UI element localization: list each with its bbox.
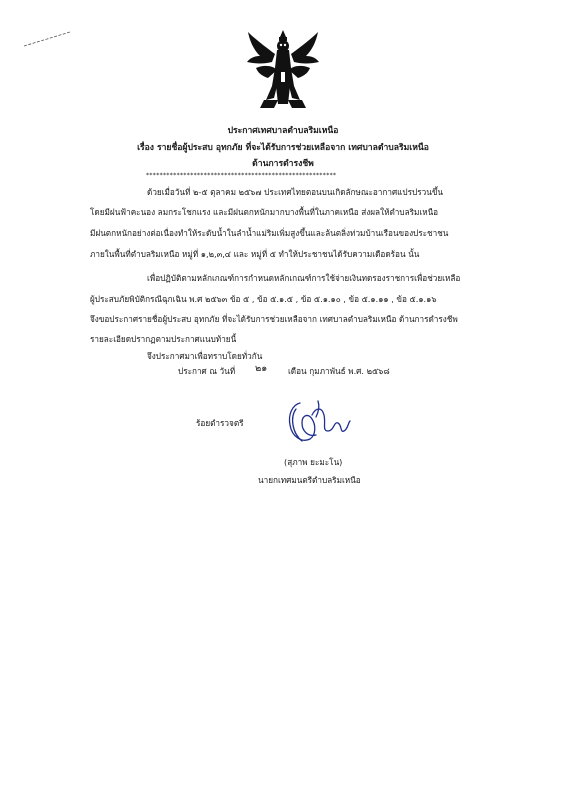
paragraph2-line-4: รายละเอียดปรากฏตามประกาศแนบท้ายนี้: [90, 334, 237, 344]
announce-statement: จึงประกาศมาเพื่อทราบโดยทั่วกัน: [147, 351, 263, 361]
date-day-handwritten: ๒๑: [255, 363, 268, 374]
signer-position: นายกเทศมนตรีตำบลริมเหนือ: [258, 475, 361, 485]
paragraph2-line-3: จึงขอประกาศรายชื่อผู้ประสบ อุทกภัย ที่จะได้รับการช่วยเหลือจาก เทศบาลตำบลริมเหนือ ด้านการดำรงชีพ: [90, 314, 458, 324]
handwritten-signature: [282, 395, 354, 453]
paragraph1-line-2: โดยมีฝนฟ้าคะนอง ลมกระโชกแรง และมีฝนตกหนักมากบางพื้นที่ในภาคเหนือ ส่งผลให้ตำบลริมเหนือ: [90, 207, 439, 217]
date-suffix: เดือน กุมภาพันธ์ พ.ศ. ๒๕๖๘: [288, 366, 390, 376]
paragraph1-line-3: มีฝนตกหนักอย่างต่อเนื่องทำให้ระดับน้ำในลำน้ำแม่ริมเพิ่มสูงขึ้นและล้นตลิ่งท่วมบ้านเรือนของประชาชน: [90, 228, 449, 238]
paragraph1-line-1: ด้วยเมื่อวันที่ ๒-๕ ตุลาคม ๒๕๖๗ ประเทศไทยตอนบนเกิดลักษณะอากาศแปรปรวนขึ้น: [147, 187, 444, 197]
signer-name: (สุภาพ ยะมะโน): [284, 457, 343, 467]
signer-rank: ร้อยตำรวจตรี: [196, 418, 244, 428]
paragraph2-line-2: ผู้ประสบภัยพิบัติกรณีฉุกเฉิน พ.ศ ๒๕๖๓ ข้อ ๕ , ข้อ ๕.๑.๕ , ข้อ ๕.๑.๑๐ , ข้อ ๕.๑.๑๑ , ข้อ ๕.๑.๑๖: [90, 294, 437, 304]
announcement-subject: เรื่อง รายชื่อผู้ประสบ อุทกภัย ที่จะได้รับการช่วยเหลือจาก เทศบาลตำบลริมเหนือ: [137, 143, 429, 153]
pen-stroke-mark: [22, 30, 72, 48]
date-prefix: ประกาศ ณ วันที่: [178, 366, 236, 376]
separator-line: ********************************************************: [146, 172, 337, 179]
announcement-title: ประกาศเทศบาลตำบลริมเหนือ: [227, 126, 339, 136]
paragraph2-line-1: เพื่อปฏิบัติตามหลักเกณฑ์การกำหนดหลักเกณฑ์การใช้จ่ายเงินทดรองราชการเพื่อช่วยเหลือ: [147, 273, 461, 283]
announcement-category: ด้านการดำรงชีพ: [252, 159, 314, 169]
paragraph1-line-4: ภายในพื้นที่ตำบลริมเหนือ หมู่ที่ ๑,๒,๓,๔ และ หมู่ที่ ๕ ทำให้ประชาชนได้รับความเดือดร้อน นั้น: [90, 249, 420, 259]
garuda-emblem-icon: [244, 28, 322, 112]
